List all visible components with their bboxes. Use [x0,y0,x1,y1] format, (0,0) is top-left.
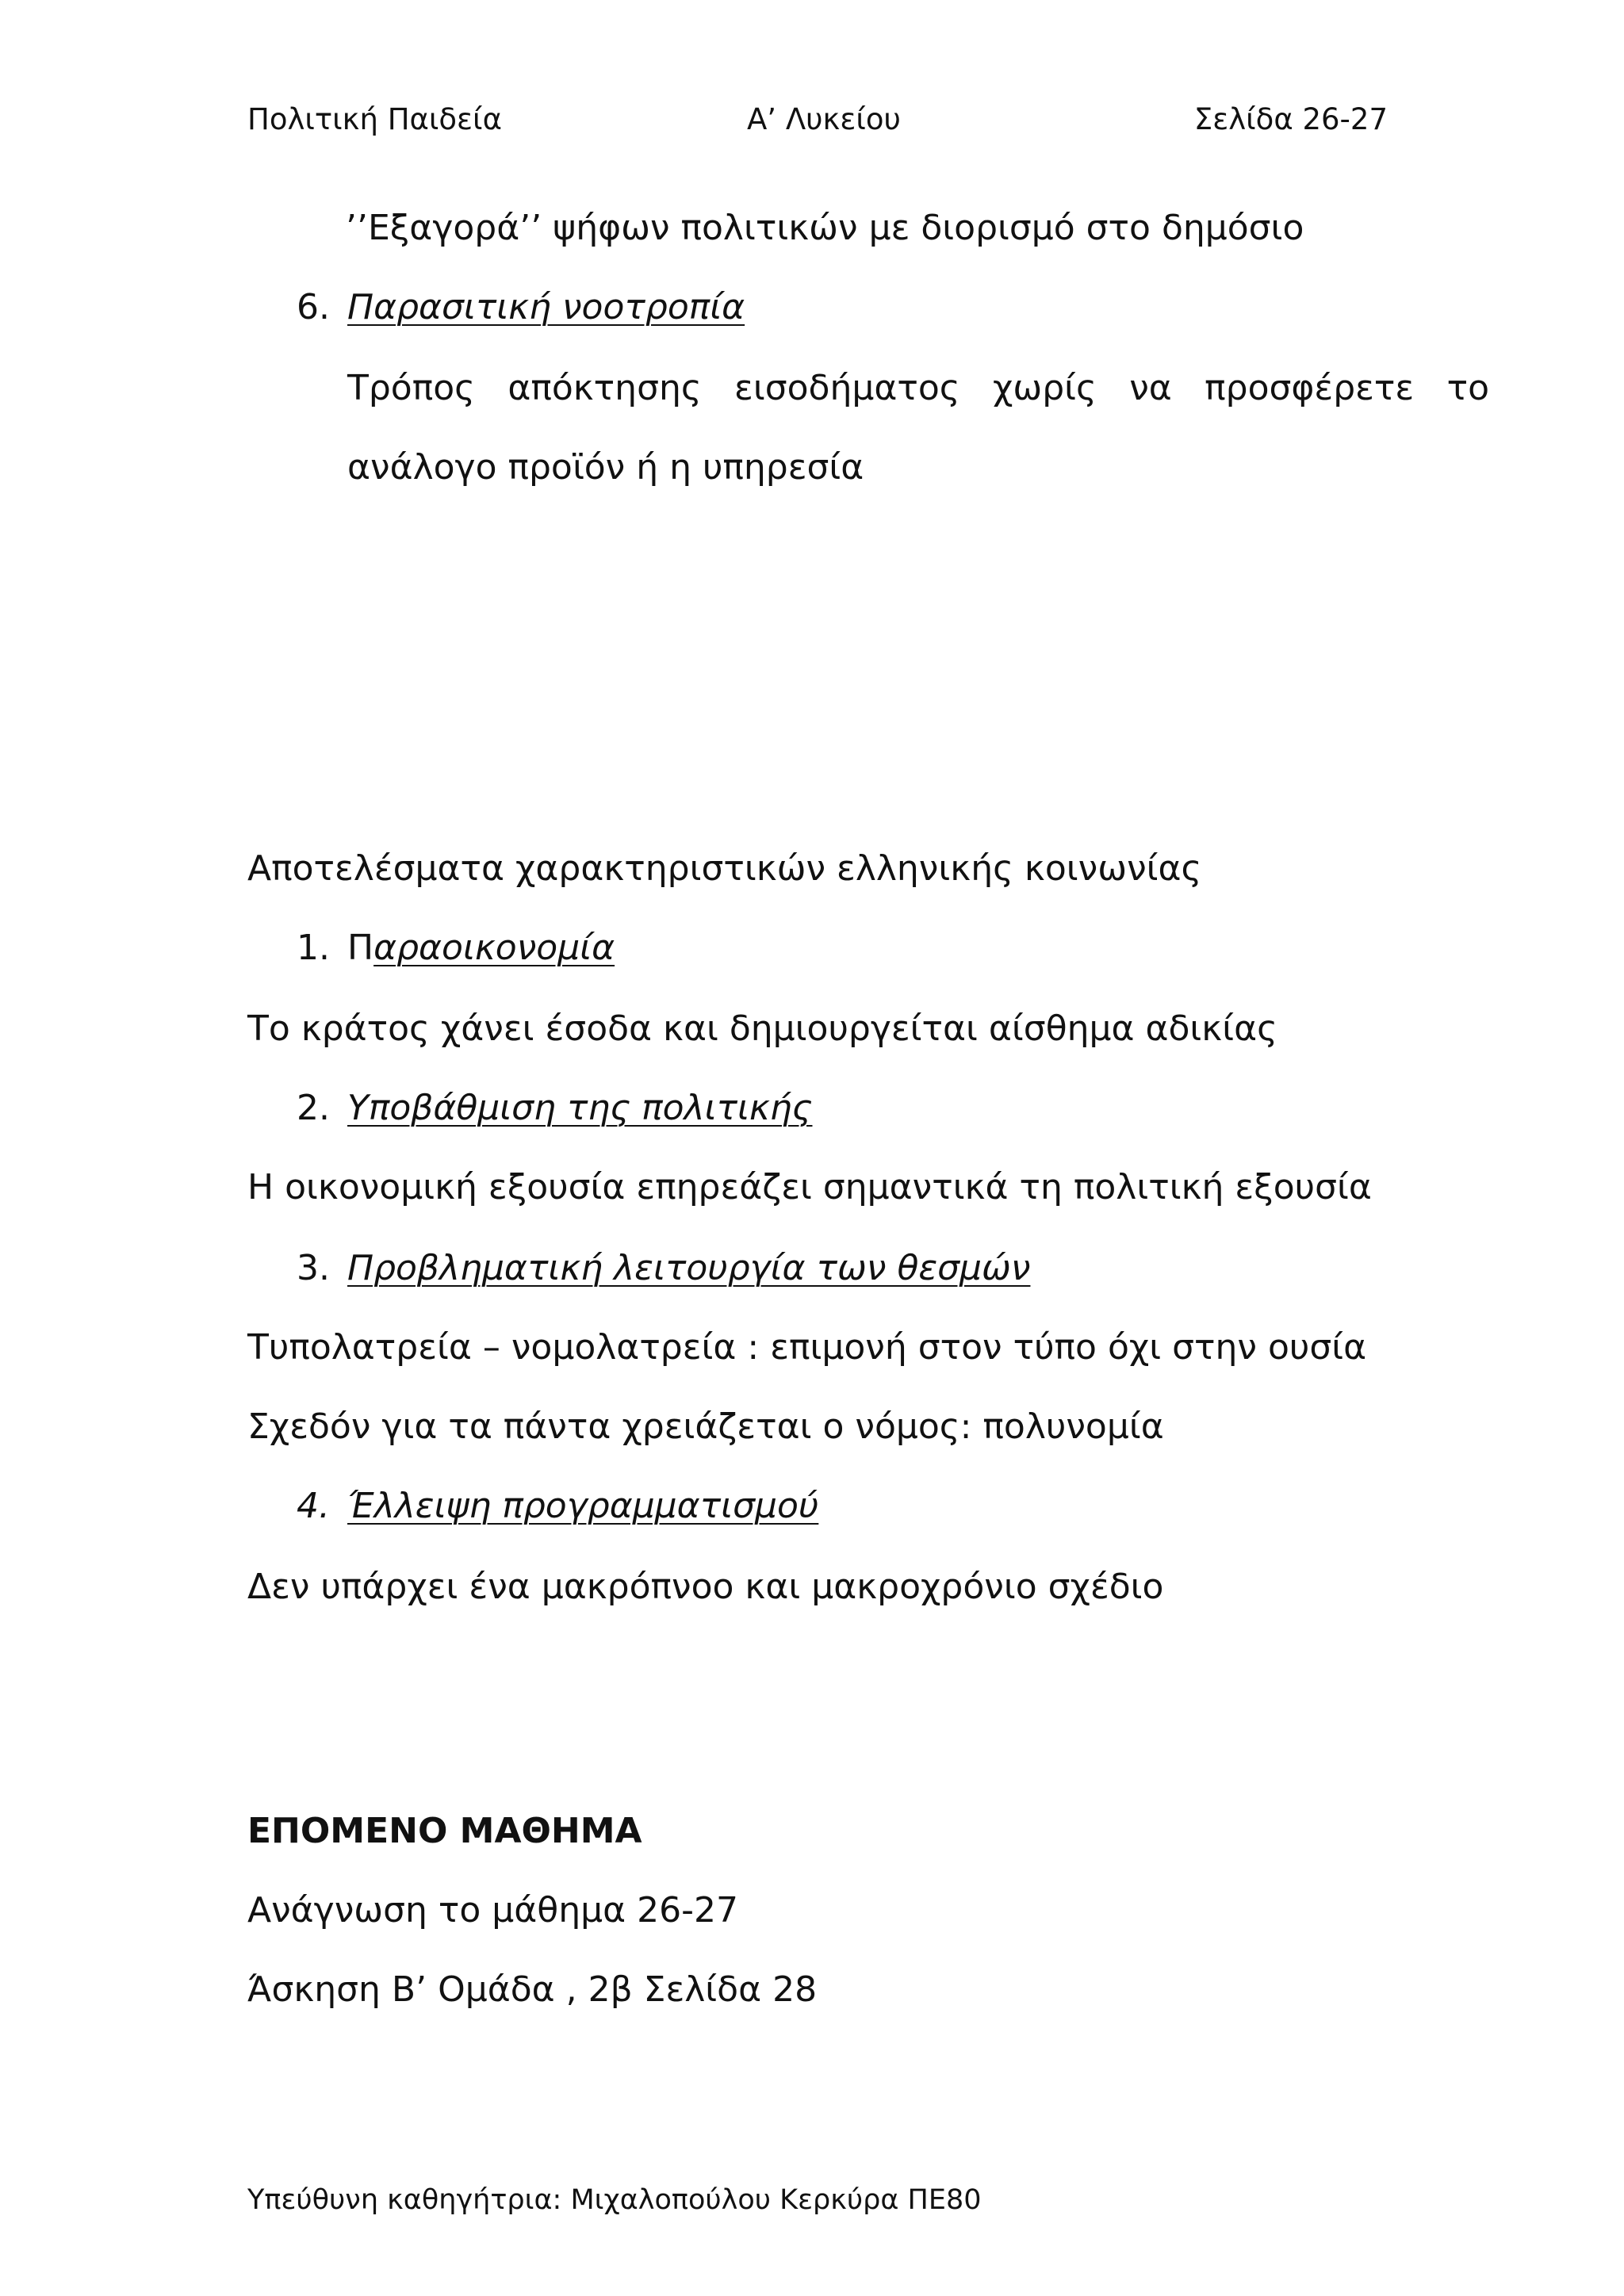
result-3-title: Προβληματική λειτουργία των θεσμών [347,1248,1031,1288]
header-subject: Πολιτική Παιδεία [247,102,502,136]
result-1-heading [297,924,615,972]
result-1-title-rest: αραοικονομία [373,928,615,968]
result-4-title: Έλλειψη προγραμματισμού [347,1486,819,1526]
result-4-text: Δεν υπάρχει ένα μακρόπνοο και μακροχρόνιο σχέδιο [247,1567,1164,1607]
page-footer-teacher: Υπεύθυνη καθηγήτρια: Μιχαλοπούλου Κερκύρα ΠΕ80 [247,2184,982,2216]
header-grade: Α’ Λυκείου [747,102,901,136]
results-heading: Αποτελέσματα χαρακτηριστικών ελληνικής κοινωνίας [247,848,1202,889]
result-4-heading [297,1483,818,1530]
result-2-heading [297,1085,812,1132]
item-6-number: 6. [297,287,330,327]
item-6-text-line1: Τρόπος απόκτησης εισοδήματος χωρίς να προσφέρετε το [347,368,1489,408]
item-6-text-line2: ανάλογο προϊόν ή η υπηρεσία [347,447,864,488]
result-1-text: Το κράτος χάνει έσοδα και δημιουργείται αίσθημα αδικίας [247,1008,1277,1049]
next-lesson-reading: Ανάγνωση το μάθημα 26-27 [247,1890,738,1931]
result-3-text: Τυπολατρεία – νομολατρεία : επιμονή στον τύπο όχι στην ουσία [247,1327,1367,1368]
result-1-number: 1. [297,928,330,968]
result-1-title-first-letter: Π [347,928,374,968]
result-3-number: 3. [297,1248,330,1288]
top-line-vote-buying: ’’Εξαγορά’’ ψήφων πολιτικών με διορισμό στο δημόσιο [346,208,1304,248]
item-6-title: Παρασιτική νοοτροπία [347,287,745,327]
item-6-heading [297,284,745,331]
result-2-title: Υποβάθμιση της πολιτικής [347,1088,813,1128]
result-2-number: 2. [297,1088,330,1128]
next-lesson-exercise: Άσκηση Β’ Ομάδα , 2β Σελίδα 28 [247,1969,818,2010]
result-4-number: 4. [297,1486,330,1526]
next-lesson-heading: ΕΠΟΜΕΝΟ ΜΑΘΗΜΑ [247,1811,642,1851]
result-3-text-2: Σχεδόν για τα πάντα χρειάζεται ο νόμος: πολυνομία [247,1406,1164,1447]
result-3-heading [297,1245,1030,1292]
page-header [0,100,1624,140]
result-2-text: Η οικονομική εξουσία επηρεάζει σημαντικά τη πολιτική εξουσία [247,1167,1372,1207]
header-pages: Σελίδα 26-27 [1193,102,1388,136]
